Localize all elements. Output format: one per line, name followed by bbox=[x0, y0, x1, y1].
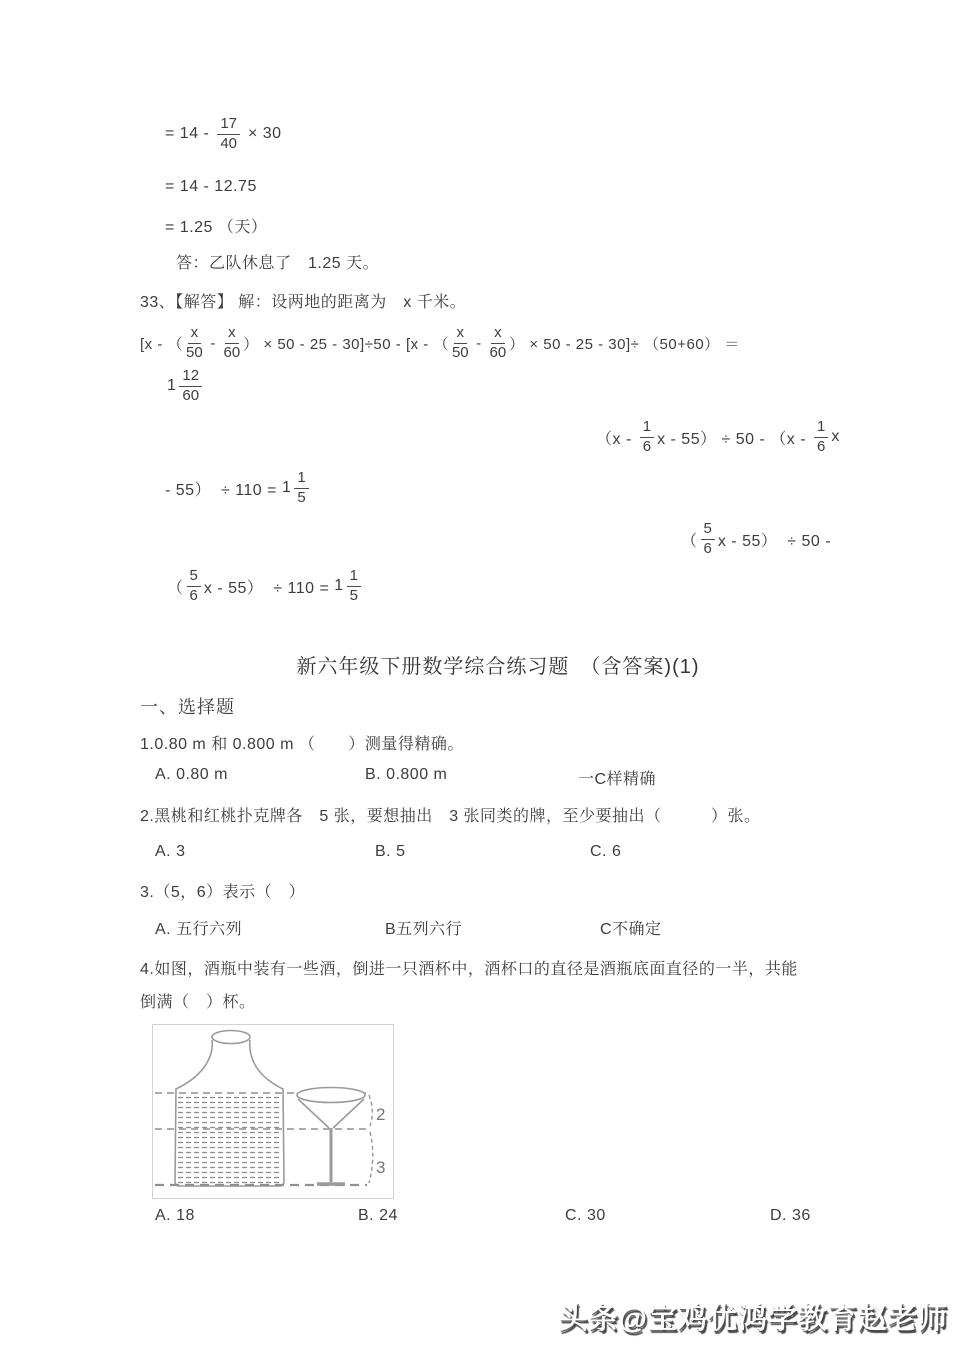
question-4-options bbox=[0, 1207, 956, 1229]
sol33-equation-line-3: （x - $\frac{1}{6}$ x - 55） ÷ 50 - （x - $\frac{1}{6}$ x bbox=[596, 418, 840, 455]
page-title: 新六年级下册数学综合练习题 （含答案)(1) bbox=[296, 656, 700, 678]
bottle-glass-drawing bbox=[153, 1025, 393, 1197]
fraction: $\frac{5}{6}$ bbox=[187, 568, 201, 604]
q2-option-c: C. 6 bbox=[590, 843, 622, 860]
fraction: $\frac{x}{50}$ bbox=[451, 324, 469, 361]
question-4-text-line-2: 倒满（ ）杯。 bbox=[140, 994, 256, 1011]
bottle-and-glass-figure bbox=[152, 1024, 394, 1199]
fraction: $\frac{1}{5}$ bbox=[347, 568, 361, 604]
q3-option-a: A. 五行六列 bbox=[155, 921, 243, 938]
question-2-text: 2.黑桃和红桃扑克牌各 5 张，要想抽出 3 张同类的牌，至少要抽出（ ）张。 bbox=[140, 808, 761, 825]
sol32-answer-line: 答：乙队休息了 1.25 天。 bbox=[176, 255, 380, 272]
question-3-text: 3.（5，6）表示（ ） bbox=[140, 884, 306, 901]
q2-option-b: B. 5 bbox=[375, 843, 406, 860]
question-1-text: 1.0.80 m 和 0.800 m （ ）测量得精确。 bbox=[140, 736, 464, 753]
sol32-equation-line-2: = 14 - 12.75 bbox=[165, 178, 257, 195]
question-3-options bbox=[0, 916, 956, 938]
sol32-equation-line-3: = 1.25 （天） bbox=[165, 219, 268, 236]
section-heading-choice: 一、选择题 bbox=[140, 697, 235, 717]
q1-option-c: 一C样精确 bbox=[578, 771, 657, 788]
measure-label-upper: 2 bbox=[376, 1105, 386, 1124]
measure-label-lower: 3 bbox=[376, 1158, 386, 1177]
question-2-options bbox=[0, 843, 956, 865]
question-1-options bbox=[0, 766, 956, 788]
glass-bowl bbox=[298, 1099, 364, 1128]
sol33-equation-line-4: - 55） ÷ 110 = 1 $\frac{1}{5}$ bbox=[165, 470, 312, 506]
bottle-liquid-hatch bbox=[177, 1094, 282, 1184]
fraction: $\frac{1}{6}$ bbox=[640, 419, 654, 455]
q4-option-b: B. 24 bbox=[358, 1207, 398, 1224]
q1-option-b: B. 0.800 m bbox=[365, 766, 448, 783]
q1-option-a: A. 0.80 m bbox=[155, 766, 228, 783]
fraction: $\frac{x}{60}$ bbox=[223, 324, 241, 361]
sol33-equation-line-6: （ $\frac{5}{6}$ x - 55） ÷ 110 = 1 $\frac{1}{5}$ bbox=[167, 568, 364, 604]
q3-option-b: B五列六行 bbox=[385, 921, 463, 938]
fraction: $\frac{x}{60}$ bbox=[489, 324, 507, 361]
q3-option-c: C不确定 bbox=[600, 921, 662, 938]
sol33-header: 33、【解答】 解：设两地的距离为 x 千米。 bbox=[140, 294, 467, 311]
watermark-text: 头条@宝鸡优鸿学教育赵老师 bbox=[558, 1303, 948, 1335]
q2-option-a: A. 3 bbox=[155, 843, 186, 860]
fraction: $\frac{12}{60}$ bbox=[179, 368, 202, 404]
q4-option-c: C. 30 bbox=[565, 1207, 606, 1224]
glass-rim bbox=[297, 1088, 365, 1103]
fraction: $\frac{17}{40}$ bbox=[217, 116, 240, 152]
question-4-text-line-1: 4.如图，酒瓶中装有一些酒，倒进一只酒杯中，酒杯口的直径是酒瓶底面直径的一半，共能 bbox=[140, 961, 798, 978]
fraction: $\frac{1}{5}$ bbox=[294, 470, 308, 506]
fraction: $\frac{5}{6}$ bbox=[701, 521, 715, 557]
q4-option-d: D. 36 bbox=[770, 1207, 811, 1224]
q4-option-a: A. 18 bbox=[155, 1207, 195, 1224]
sol33-equation-line-5: （ $\frac{5}{6}$ x - 55） ÷ 50 - bbox=[681, 520, 832, 557]
bottle-mouth bbox=[212, 1031, 250, 1044]
sol32-equation-line-1: = 14 - $\frac{17}{40}$ × 30 bbox=[165, 115, 282, 152]
sol33-equation-line-1: [x - （ $\frac{x}{50}$ - $\frac{x}{60}$ ） × 50 - 25 - 30]÷50 - [x - （ $\frac{x}{50}$ - $\frac{x}{60}$ ） × 50 - 25 - 30]÷ （50+60） ＝ bbox=[140, 324, 740, 361]
sol33-equation-line-2: 1 $\frac{12}{60}$ bbox=[167, 368, 205, 404]
fraction: $\frac{x}{50}$ bbox=[186, 324, 203, 361]
fraction: $\frac{1}{6}$ bbox=[814, 419, 828, 455]
measure-brace bbox=[369, 1095, 373, 1183]
